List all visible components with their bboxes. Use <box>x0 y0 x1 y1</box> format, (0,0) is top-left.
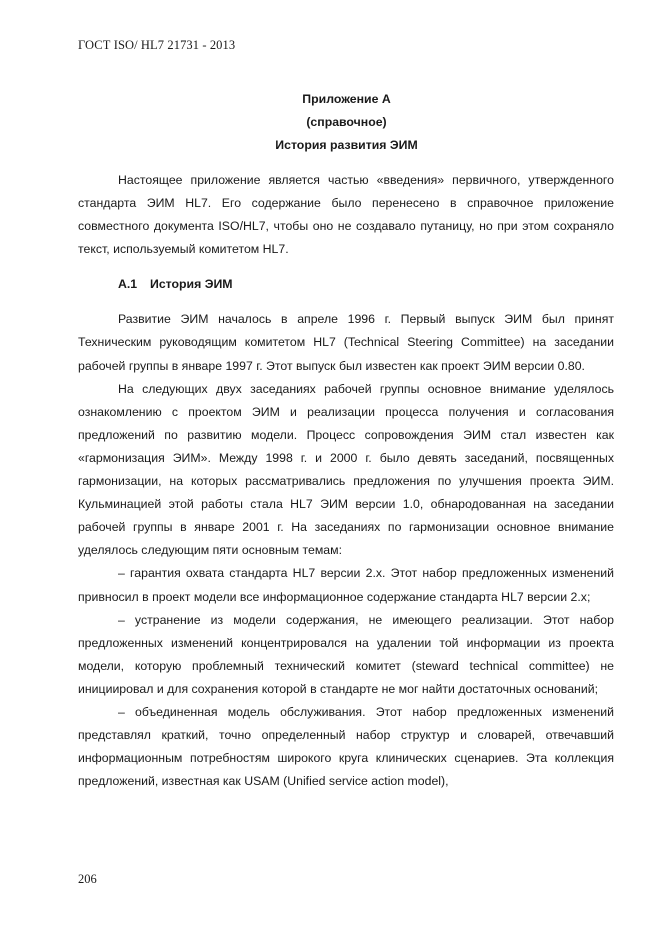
section-heading <box>78 273 614 296</box>
intro-paragraph: Настоящее приложение является частью «введения» первичного, утвержденного стандарта ЭИМ HL7. Его содержание было перенесено в справочное приложение совместного документа ISO/HL7, чтобы оно не создавало путаницу, но при этом сохраняло текст, используемый комитетом HL7. <box>78 173 614 257</box>
section-title: История ЭИМ <box>150 277 233 292</box>
paragraph: На следующих двух заседаниях рабочей группы основное внимание уделялось ознакомлению с проектом ЭИМ и реализации процесса получения и согласования предложений по развитию модели. Процесс сопровождения ЭИМ стал известен как «гармонизация ЭИМ». Между 1998 г. и 2000 г. было девять заседаний, посвященных гармонизации, на которых рассматривались предложения по улучшения проекта ЭИМ. Кульминацией этой работы стала HL7 ЭИМ версии 1.0, обнародованная на заседании рабочей группы в январе 2001 г. На заседаниях по гармонизации основное внимание уделялось следующим пяти основным темам: <box>78 381 614 558</box>
paragraph: Развитие ЭИМ началось в апреле 1996 г. Первый выпуск ЭИМ был принят Техническим руководящим комитетом HL7 (Technical Steering Committee) на заседании рабочей группы в январе 1997 г. Этот выпуск был известен как проект ЭИМ версии 0.80. <box>78 312 614 373</box>
appendix-title: Приложение А <box>302 92 391 106</box>
list-item: – объединенная модель обслуживания. Этот набор предложенных изменений представлял краткий, точно определенный набор структур и словарей, отвечавший информационным потребностям широкого круга клинических сценариев. Эта коллекция предложений, известная как USAM (Unified service action model), <box>78 704 614 789</box>
page-number: 206 <box>78 872 97 886</box>
list-item: – гарантия охвата стандарта HL7 версии 2.x. Этот набор предложенных изменений привносил в проект модели все информационное содержание стандарта HL7 версии 2.x; <box>78 566 614 604</box>
running-header: ГОСТ ISO/ HL7 21731 - 2013 <box>78 38 236 52</box>
document-body <box>78 169 614 793</box>
appendix-status: (справочное) <box>306 115 387 129</box>
section-number: А.1 <box>118 277 138 292</box>
list-item: – устранение из модели содержания, не имеющего реализации. Этот набор предложенных изменений концентрировался на удалении той информации из проекта модели, которую проблемный технический комитет (steward technical committee) не инициировал и для сохранения которой в стандарте не мог найти достаточных оснований; <box>78 612 614 696</box>
appendix-subject: История развития ЭИМ <box>275 138 418 152</box>
